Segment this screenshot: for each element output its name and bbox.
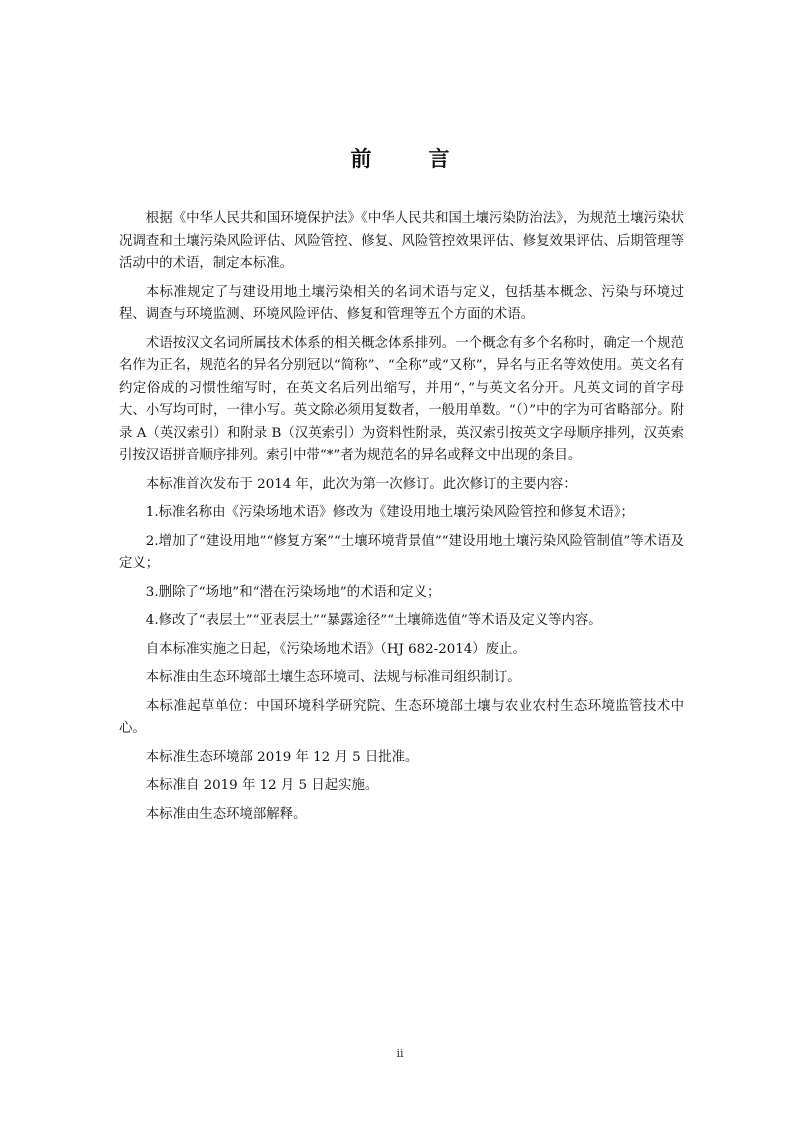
paragraph-revision-item-1: 1.标准名称由《污染场地术语》修改为《建设用地土壤污染风险管控和修复术语》； <box>145 505 634 520</box>
paragraph-drafters: 本标准起草单位：中国环境科学研究院、生态环境部土壤与农业农村生态环境监管技术中心。 <box>119 698 684 736</box>
paragraph-revision-item-2: 2.增加了“建设用地”“修复方案”“土壤环境背景值”“建设用地土壤污染风险管制值”等术语及定义； <box>119 533 684 571</box>
title-char-2: 言 <box>428 147 450 171</box>
paragraph-abolish: 自本标准实施之日起，《污染场地术语》（HJ 682-2014）废止。 <box>145 641 526 657</box>
foreword-body <box>119 208 684 832</box>
paragraph-revision-intro: 本标准首次发布于 2014 年，此次为第一次修订。此次修订的主要内容： <box>145 476 577 492</box>
paragraph-arrangement: 术语按汉文名词所属技术体系的相关概念体系排列。一个概念有多个名称时，确定一个规范名作为正名，规范名的异名分别冠以“简称”、“全称”或“又称”，异名与正名等效使用。英文名有约定俗成的习惯性缩写时，在英文名后列出缩写，并用“，”与英文名分开。凡英文词的首字母大、小写均可时，一律小写。英文除必须用复数者，一般用单数。“（）”中的字为可省略部分。附录 A（英汉索引）和附录 B（汉英索引）为资料性附录，英汉索引按英文字母顺序排列，汉英索引按汉语拼音顺序排列。索引中带“*”者为规范名的异名或释文中出现的条目。 <box>119 335 684 463</box>
paragraph-organizer: 本标准由生态环境部土壤生态环境司、法规与标准司组织制订。 <box>145 670 521 685</box>
paragraph-interpretation: 本标准由生态环境部解释。 <box>145 806 307 822</box>
title-char-1: 前 <box>350 147 372 171</box>
paragraph-revision-item-4: 4.修改了“表层土”“亚表层土”“暴露途径”“土壤筛选值”等术语及定义等内容。 <box>145 613 602 628</box>
paragraph-basis: 根据《中华人民共和国环境保护法》《中华人民共和国土壤污染防治法》，为规范土壤污染状况调查和土壤污染风险评估、风险管控、修复、风险管控效果评估、修复效果评估、后期管理等活动中的术语，制定本标准。 <box>119 211 684 271</box>
page-number: ii <box>396 1047 404 1060</box>
paragraph-revision-item-3: 3.删除了“场地”和“潜在污染场地”的术语和定义； <box>145 584 441 600</box>
paragraph-approval: 本标准生态环境部 2019 年 12 月 5 日批准。 <box>145 749 419 765</box>
paragraph-scope: 本标准规定了与建设用地土壤污染相关的名词术语与定义，包括基本概念、污染与环境过程、调查与环境监测、环境风险评估、修复和管理等五个方面的术语。 <box>119 284 684 322</box>
paragraph-effective: 本标准自 2019 年 12 月 5 日起实施。 <box>145 778 379 793</box>
page-title <box>0 143 800 173</box>
